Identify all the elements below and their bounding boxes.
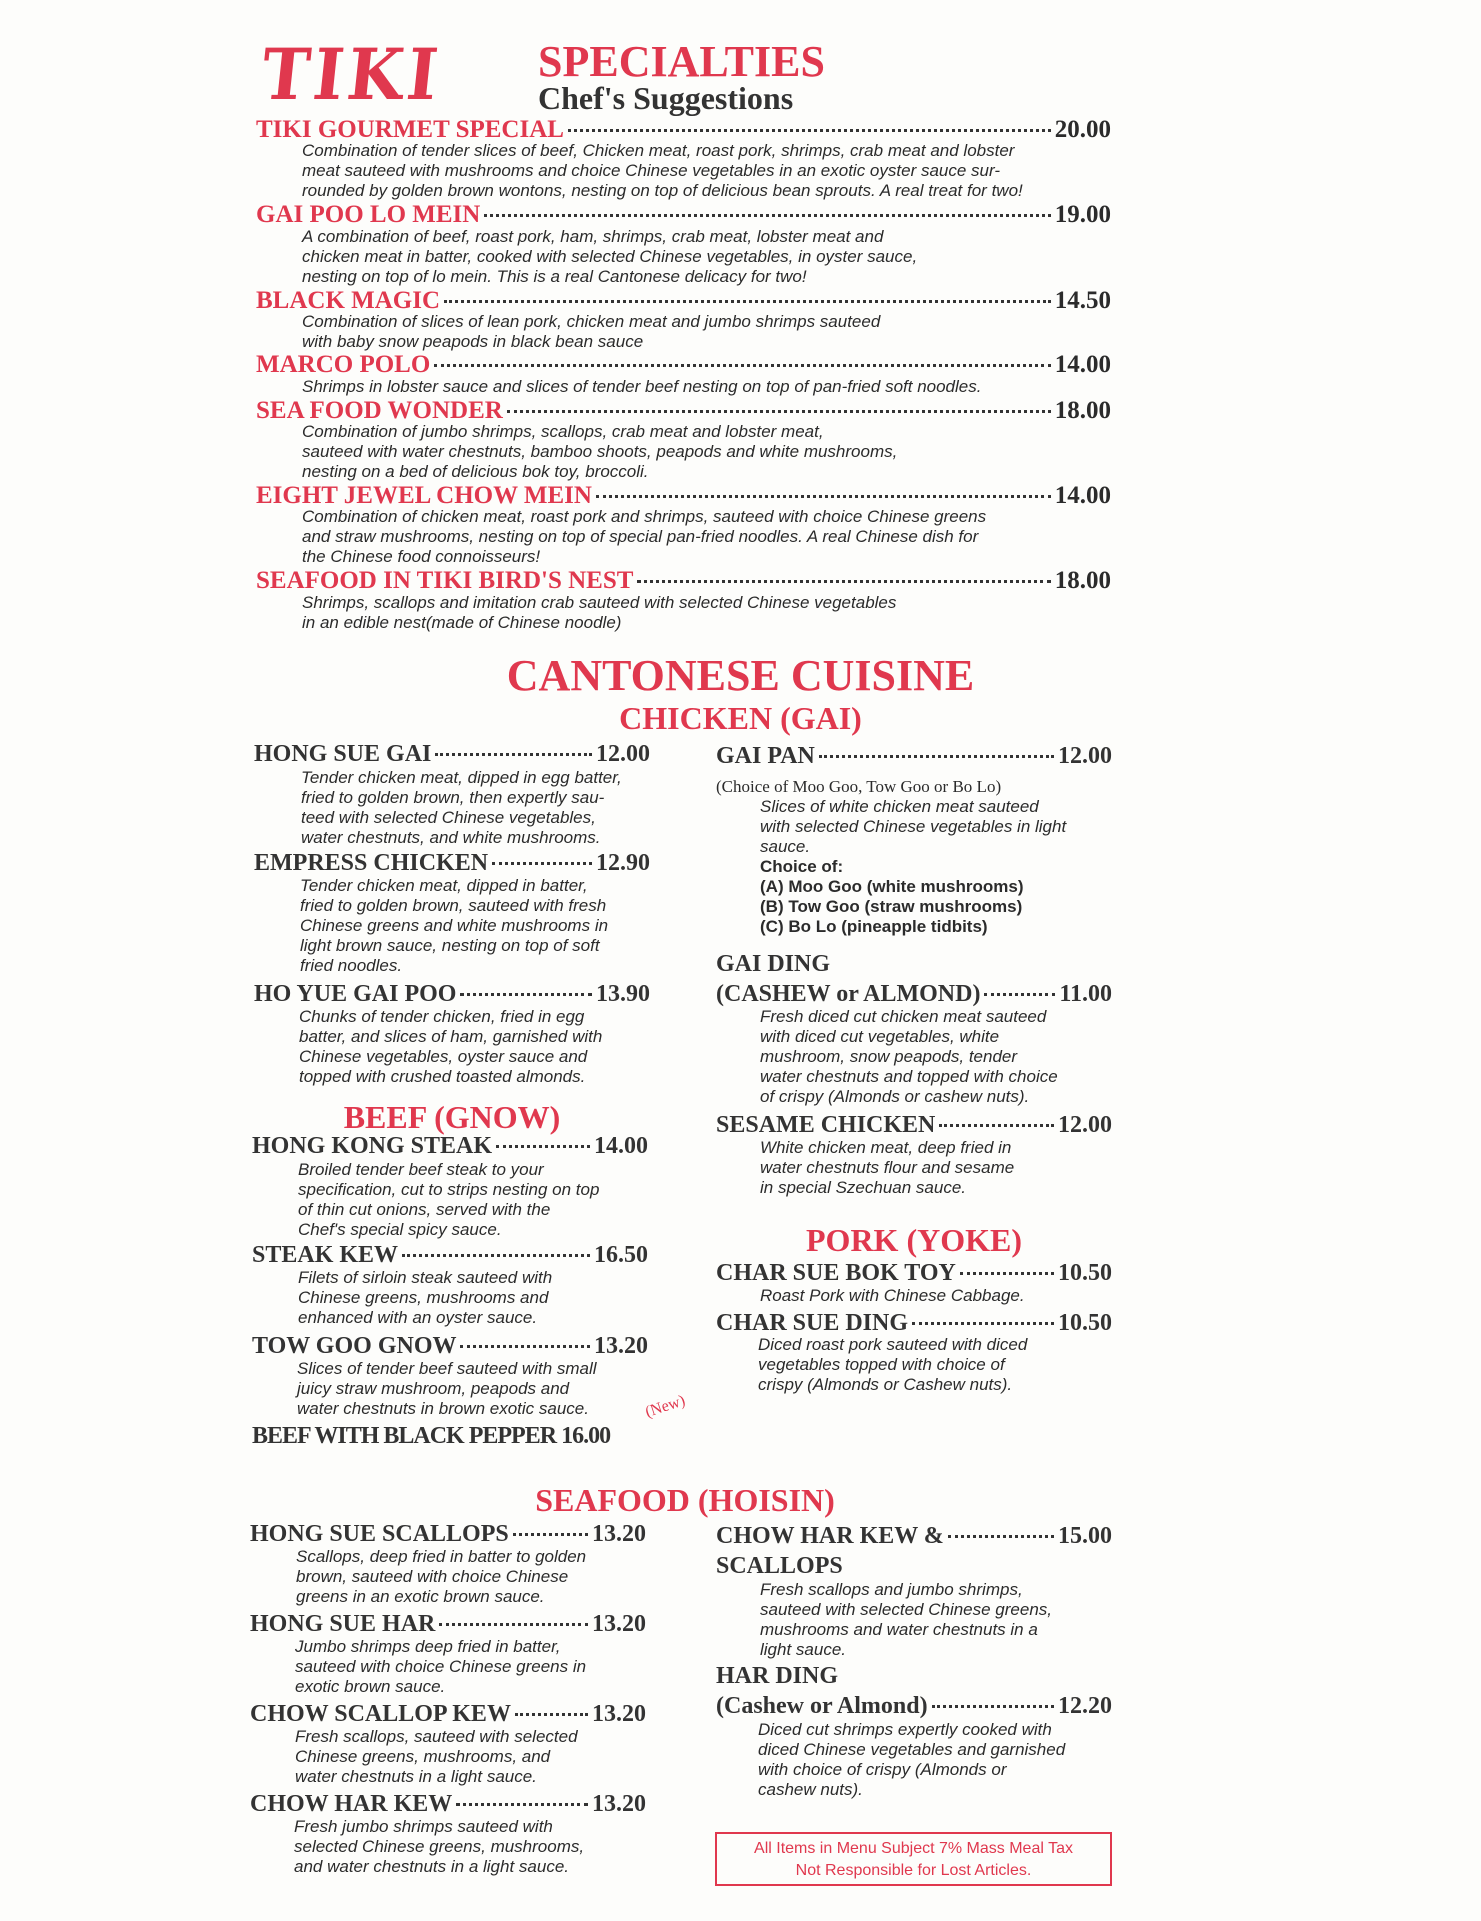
item-price: 13.20 [594,1333,648,1359]
leader-dots [434,364,1050,367]
desc-line: with diced cut vegetables, white [760,1027,1000,1046]
item-description [302,422,1132,482]
desc-line: Tender chicken meat, dipped in batter, [300,876,588,895]
chefs-suggestions-subtitle: Chef's Suggestions [538,80,794,116]
desc-line: chicken meat in batter, cooked with selected Chinese vegetables, in oyster sauce, [302,247,918,266]
item-price: 16.50 [594,1242,648,1268]
desc-line: mushroom, snow peapods, tender [760,1047,1018,1066]
item-description [760,1138,1014,1198]
desc-line: enhanced with an oyster sauce. [298,1308,538,1327]
desc-line: A combination of beef, roast pork, ham, shrimps, crab meat, lobster meat and [302,227,884,246]
item-name-continued: SCALLOPS [716,1553,843,1579]
item-description [302,593,1132,633]
desc-line: Filets of sirloin steak sauteed with [298,1268,553,1287]
notice-line: Not Responsible for Lost Articles. [795,1862,1032,1879]
desc-line: water chestnuts flour and sesame [760,1158,1015,1177]
item-price: 12.00 [596,741,650,767]
leader-dots [402,1254,590,1257]
item-price: 12.90 [596,850,650,876]
item-name: HO YUE GAI POO [254,981,457,1007]
desc-line: with baby snow peapods in black bean sauce [302,332,644,351]
item-price: 14.50 [1054,287,1111,314]
item-description [760,1580,1052,1660]
item-name: HONG KONG STEAK [252,1133,493,1159]
item-price: 13.20 [592,1611,646,1637]
desc-line: of crispy (Almonds or cashew nuts). [760,1087,1030,1106]
specialty-item [256,287,1111,314]
leader-dots [515,1713,588,1716]
desc-line: sauteed with selected Chinese greens, [760,1600,1053,1619]
desc-line: with selected Chinese vegetables in light [760,817,1067,836]
desc-line: White chicken meat, deep fried in [760,1138,1012,1157]
desc-line: the Chinese food connoisseurs! [302,547,541,566]
menu-item [716,743,1112,769]
item-price: 13.20 [592,1521,646,1547]
item-description [301,768,622,848]
leader-dots [960,1272,1054,1275]
desc-line: Tender chicken meat, dipped in egg batter, [301,768,622,787]
desc-line: selected Chinese greens, mushrooms, [294,1837,585,1856]
desc-line: in an edible nest(made of Chinese noodle) [302,613,622,632]
item-name: CHOW SCALLOP KEW [250,1701,511,1727]
desc-line: sauce. [760,837,811,856]
leader-dots [984,993,1055,996]
desc-line: Jumbo shrimps deep fried in batter, [295,1637,561,1656]
specialty-item [256,397,1111,424]
choice-label: Choice of: [760,857,844,876]
menu-item [716,1112,1112,1138]
item-name: CHOW HAR KEW [250,1791,453,1817]
new-tag: (New) [643,1392,688,1421]
specialty-item [256,351,1111,378]
desc-line: Chinese greens, mushrooms, and [295,1747,551,1766]
desc-line: water chestnuts and topped with choice [760,1067,1058,1086]
desc-line: fried to golden brown, sauteed with fresh [300,896,607,915]
leader-dots [507,410,1051,413]
desc-line: fried noodles. [300,956,403,975]
desc-line: Combination of tender slices of beef, Chicken meat, roast pork, shrimps, crab meat and lobster [302,141,1015,160]
item-price: 10.50 [1058,1260,1112,1286]
desc-line: Combination of jumbo shrimps, scallops, crab meat and lobster meat, [302,422,824,441]
leader-dots [568,129,1051,132]
item-description [758,1335,1027,1395]
item-name: SEAFOOD IN TIKI BIRD'S NEST [256,567,634,594]
item-name: MARCO POLO [256,351,431,378]
item-name: SEA FOOD WONDER [256,397,503,424]
notice-line: All Items in Menu Subject 7% Mass Meal Tax [754,1840,1073,1857]
item-price: 13.20 [592,1791,646,1817]
desc-line: batter, and slices of ham, garnished with [299,1027,603,1046]
desc-line: Roast Pork with Chinese Cabbage. [760,1286,1025,1305]
leader-dots [496,1145,590,1148]
leader-dots [460,993,592,996]
leader-dots [939,1124,1054,1127]
cantonese-cuisine-title: CANTONESE CUISINE [506,651,975,700]
item-description [760,797,1066,857]
desc-line: Chinese vegetables, oyster sauce and [299,1047,588,1066]
menu-item [254,850,650,876]
menu-item [252,1133,648,1159]
desc-line: Shrimps in lobster sauce and slices of tender beef nesting on top of pan-fried soft noodles. [302,377,982,396]
desc-line: brown, sauteed with choice Chinese [296,1567,569,1586]
item-price: 14.00 [594,1133,648,1159]
menu-item [252,1423,610,1449]
item-price: 11.00 [1059,981,1112,1007]
desc-line: exotic brown sauce. [295,1677,446,1696]
item-description [302,312,1132,352]
menu-item [716,1310,1112,1336]
desc-line: Scallops, deep fried in batter to golden [296,1547,587,1566]
item-name: CHAR SUE BOK TOY [716,1260,956,1286]
item-name: CHOW HAR KEW & [716,1523,944,1549]
specialty-item [256,567,1111,594]
desc-line: and straw mushrooms, nesting on top of special pan-fried noodles. A real Chinese dish for [302,527,979,546]
desc-line: meat sauteed with mushrooms and choice Chinese vegetables in an exotic oyster sauce sur- [302,161,1001,180]
desc-line: Fresh jumbo shrimps sauteed with [294,1817,553,1836]
item-name: GAI PAN [716,743,815,769]
item-price: 12.00 [1058,743,1112,769]
tax-notice-box [715,1832,1112,1886]
leader-dots [948,1535,1054,1538]
menu-item [716,1693,1112,1719]
leader-dots [456,1803,588,1806]
specialties-title: SPECIALTIES [538,37,825,86]
menu-item [252,1242,648,1268]
item-name: EIGHT JEWEL CHOW MEIN [256,482,592,509]
item-price: 12.20 [1058,1693,1112,1719]
desc-line: with choice of crispy (Almonds or [758,1760,1007,1779]
menu-item [716,981,1112,1007]
leader-dots [932,1705,1054,1708]
leader-dots [912,1322,1054,1325]
item-price: 20.00 [1054,116,1111,143]
tiki-logo: TIKI [257,34,446,117]
item-price: 14.00 [1054,351,1111,378]
item-price: 13.90 [596,981,650,1007]
item-name: BEEF WITH BLACK PEPPER [252,1423,557,1449]
leader-dots [439,1623,588,1626]
desc-line: sauteed with water chestnuts, bamboo shoots, peapods and white mushrooms, [302,442,898,461]
desc-line: Chinese greens and white mushrooms in [300,916,609,935]
choice-option: (C) Bo Lo (pineapple tidbits) [760,917,988,936]
item-name: (CASHEW or ALMOND) [716,981,981,1007]
desc-line: Fresh scallops, sauteed with selected [295,1727,578,1746]
chicken-section-title: CHICKEN (GAI) [619,700,862,736]
desc-line: water chestnuts, and white mushrooms. [301,828,601,847]
desc-line: cashew nuts). [758,1780,863,1799]
desc-line: crispy (Almonds or Cashew nuts). [758,1375,1013,1394]
leader-dots [513,1533,588,1536]
item-description [300,876,608,976]
desc-line: and water chestnuts in a light sauce. [294,1857,569,1876]
desc-line: water chestnuts in brown exotic sauce. [297,1399,589,1418]
item-description [760,1007,1058,1107]
desc-line: Fresh scallops and jumbo shrimps, [760,1580,1023,1599]
desc-line: of thin cut onions, served with the [298,1200,551,1219]
desc-line: Fresh diced cut chicken meat sauteed [760,1007,1047,1026]
item-description [296,1547,586,1607]
desc-line: mushrooms and water chestnuts in a [760,1620,1038,1639]
leader-dots [637,580,1050,583]
item-description [298,1268,552,1328]
item-name: SESAME CHICKEN [716,1112,936,1138]
desc-line: nesting on top of lo mein. This is a real Cantonese delicacy for two! [302,267,807,286]
beef-section-title: BEEF (GNOW) [343,1099,561,1135]
item-description [302,227,1132,287]
menu-item [252,1333,648,1359]
desc-line: Combination of slices of lean pork, chicken meat and jumbo shrimps sauteed [302,312,881,331]
desc-line: Chef's special spicy sauce. [298,1220,502,1239]
item-description [760,1286,1025,1306]
menu-item [716,1523,1112,1549]
item-name: HONG SUE HAR [250,1611,436,1637]
specialty-item [256,116,1111,143]
item-price: 19.00 [1054,201,1111,228]
desc-line: light brown sauce, nesting on top of soft [300,936,600,955]
desc-line: fried to golden brown, then expertly sau- [301,788,605,807]
item-name: STEAK KEW [252,1242,399,1268]
desc-line: sauteed with choice Chinese greens in [295,1657,587,1676]
item-description [295,1727,578,1787]
item-price: 14.00 [1054,482,1111,509]
choice-option: (B) Tow Goo (straw mushrooms) [760,897,1023,916]
item-name: BLACK MAGIC [256,287,441,314]
item-price: 18.00 [1054,567,1111,594]
leader-dots [484,214,1050,217]
item-description [758,1720,1065,1800]
menu-item [254,741,650,767]
item-name: HONG SUE GAI [254,741,432,767]
item-price: 16.00 [561,1423,611,1449]
item-name: TIKI GOURMET SPECIAL [256,116,564,143]
har-ding-name: HAR DING [716,1663,839,1689]
desc-line: specification, cut to strips nesting on top [298,1180,600,1199]
specialty-item [256,482,1111,509]
item-price: 13.20 [592,1701,646,1727]
desc-line: Chunks of tender chicken, fried in egg [299,1007,585,1026]
item-name: HONG SUE SCALLOPS [250,1521,509,1547]
pork-section-title: PORK (YOKE) [806,1222,1022,1258]
desc-line: Broiled tender beef steak to your [298,1160,544,1179]
item-description [295,1637,586,1697]
item-price: 18.00 [1054,397,1111,424]
item-description [299,1007,602,1087]
choice-list [760,857,1023,937]
menu-item [254,981,650,1007]
desc-line: Diced roast pork sauteed with diced [758,1335,1028,1354]
desc-line: greens in an exotic brown sauce. [296,1587,545,1606]
menu-item [716,1260,1112,1286]
desc-line: teed with selected Chinese vegetables, [301,808,596,827]
item-description [294,1817,584,1877]
desc-line: juicy straw mushroom, peapods and [297,1379,570,1398]
item-price: 12.00 [1058,1112,1112,1138]
desc-line: light sauce. [760,1640,846,1659]
desc-line: vegetables topped with choice of [758,1355,1005,1374]
desc-line: Chinese greens, mushrooms and [298,1288,549,1307]
desc-line: Shrimps, scallops and imitation crab sauteed with selected Chinese vegetables [302,593,897,612]
item-price: 15.00 [1058,1523,1112,1549]
leader-dots [435,753,592,756]
desc-line: water chestnuts in a light sauce. [295,1767,537,1786]
desc-line: nesting on a bed of delicious bok toy, broccoli. [302,462,649,481]
menu-item [250,1701,646,1727]
desc-line: in special Szechuan sauce. [760,1178,967,1197]
desc-line: Slices of tender beef sauteed with small [297,1359,597,1378]
desc-line: Diced cut shrimps expertly cooked with [758,1720,1052,1739]
desc-line: diced Chinese vegetables and garnished [758,1740,1066,1759]
desc-line: Combination of chicken meat, roast pork and shrimps, sauteed with choice Chinese greens [302,507,987,526]
leader-dots [596,495,1051,498]
item-description [302,377,1132,397]
leader-dots [819,755,1054,758]
choice-option: (A) Moo Goo (white mushrooms) [760,877,1024,896]
item-name: EMPRESS CHICKEN [254,850,489,876]
specialty-item [256,201,1111,228]
item-price: 10.50 [1058,1310,1112,1336]
item-name: TOW GOO GNOW [252,1333,457,1359]
desc-line: Slices of white chicken meat sauteed [760,797,1039,816]
gai-ding-name: GAI DING [716,951,831,977]
choice-intro: (Choice of Moo Goo, Tow Goo or Bo Lo) [716,777,1002,796]
item-name: GAI POO LO MEIN [256,201,481,228]
item-description [302,141,1132,201]
menu-item [250,1611,646,1637]
item-description [302,507,1132,567]
item-description [297,1359,597,1419]
leader-dots [492,862,592,865]
menu-item [250,1521,646,1547]
menu-item [250,1791,646,1817]
leader-dots [444,300,1051,303]
desc-line: topped with crushed toasted almonds. [299,1067,586,1086]
item-name: (Cashew or Almond) [716,1693,928,1719]
item-description [298,1160,599,1240]
leader-dots [460,1345,590,1348]
desc-line: rounded by golden brown wontons, nesting on top of delicious bean sprouts. A real treat for two! [302,181,1023,200]
item-name: CHAR SUE DING [716,1310,909,1336]
seafood-section-title: SEAFOOD (HOISIN) [535,1482,835,1518]
